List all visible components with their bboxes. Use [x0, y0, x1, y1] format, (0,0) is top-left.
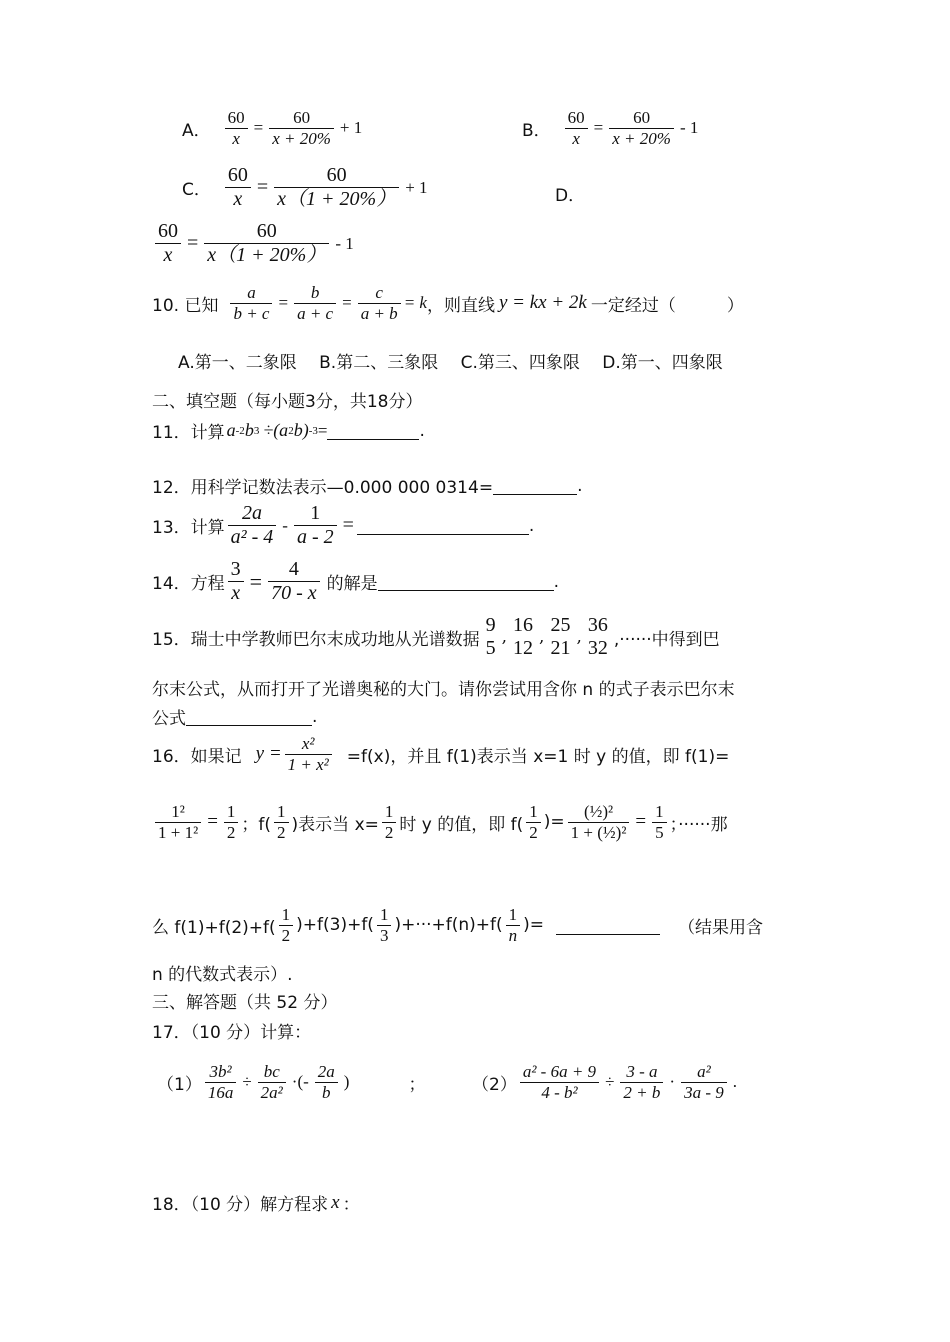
- option-label: C．: [182, 180, 211, 200]
- fraction: 16 12: [513, 614, 534, 659]
- q9-option-b: B． $\frac{60}{x}$ = $\frac{60}{x + 20\%}$ - 1: [522, 108, 699, 148]
- q9-option-c: C． $\frac{60}{x}$ = $\frac{60}{x(1 + 20\%)}$ + 1: [182, 164, 428, 210]
- q14: 14．方程 $\frac{3}{x}$ = $\frac{4}{70 - x}$ 的解是 .: [152, 558, 560, 604]
- fraction: $\frac{60}{x}$: [565, 108, 588, 148]
- fraction: $\frac{60}{x(1 + 20\%)}$: [204, 220, 329, 267]
- q9-option-d-expression: $\frac{60}{x}$ = $\frac{60}{x(1 + 20\%)}$ - 1: [152, 220, 357, 267]
- fraction: $\frac{2a}{b}$: [315, 1062, 338, 1102]
- fraction: $\frac{c}{a + b}$: [358, 283, 401, 323]
- q16-line-4: n 的代数式表示）.: [152, 965, 293, 985]
- q10-options: A.第一、二象限 B.第二、三象限 C.第三、四象限 D.第一、四象限: [178, 353, 723, 373]
- fraction: $\frac{3 - a}{2 + b}$: [620, 1062, 663, 1102]
- option-label: A．: [182, 120, 211, 141]
- answer-blank[interactable]: [493, 476, 577, 495]
- q16-line-3: 么 f(1)+f(2)+f( $\frac{1}{2}$ )+f(3)+f( $\frac{1}{3}$ )+···+f(n)+f( $\frac{1}{n}$ )= （结果用含: [152, 905, 764, 945]
- fraction: $\frac{1}{a - 2}$: [294, 502, 337, 549]
- fraction: $\frac{60}{x}$: [225, 164, 251, 211]
- q13: 13．计算 $\frac{2a}{\text{a² - 4}}$ - $\frac{1}{a - 2}$ = .: [152, 502, 535, 548]
- q17-part-1: （1） $\frac{\text{3b²}}{16a}$ ÷ $\frac{bc}{\text{2a²}}$ ·(- $\frac{2a}{b}$ ) ；: [157, 1062, 426, 1102]
- q15-line-2: 尔末公式，从而打开了光谱奥秘的大门。请你尝试用含你 n 的式子表示巴尔末: [152, 680, 735, 700]
- q12: 12．用科学记数法表示—0.000 000 0314= .: [152, 475, 583, 498]
- fraction: $\frac{a}{b + c}$: [230, 283, 272, 323]
- fraction: $\frac{1}{3}$: [377, 905, 392, 945]
- fraction: $\frac{\text{a² - 6a + 9}}{\text{4 - b²}}$: [520, 1062, 599, 1102]
- section-2-heading: 二、填空题（每小题3分，共18分）: [152, 392, 423, 412]
- fraction: $\frac{1}{2}$: [526, 802, 541, 842]
- fraction: $\frac{1}{2}$: [224, 802, 239, 842]
- fraction: $\frac{\text{3b²}}{16a}$: [205, 1062, 237, 1102]
- fraction: $\frac{b}{a + c}$: [294, 283, 336, 323]
- q9-option-d: [555, 181, 585, 206]
- answer-blank[interactable]: [357, 516, 529, 535]
- fraction: $\frac{60}{x}$: [155, 220, 181, 267]
- fraction: $\frac{\text{a²}}{3a - 9}$: [681, 1062, 727, 1102]
- fraction: $\frac{60}{x(1 + 20\%)}$: [274, 164, 399, 211]
- fraction: $\frac{3}{x}$: [228, 558, 244, 605]
- answer-blank[interactable]: [378, 572, 554, 591]
- fraction: 9 5: [485, 614, 496, 659]
- q16-line-2: $\frac{\text{1²}}{\text{1 + 1²}}$ = $\frac{1}{2}$ ；f( $\frac{1}{2}$ )表示当 x= $\frac{1}{2}$ 时 y 的值，即 f( $\frac{1}{2}$ )= $\frac{\text{(½)²}}{\text{1 + (½)²}}$ = $\frac{1}{5}$ ；······那: [152, 802, 728, 842]
- q15-line-3: 公式 .: [152, 706, 318, 729]
- fraction: $\frac{\text{x²}}{\text{1 + x²}}$: [285, 734, 332, 774]
- q16-line-1: 16．如果记 y = $\frac{\text{x²}}{\text{1 + x²}}$ =f(x)，并且 f(1)表示当 x=1 时 y 的值，即 f(1)=: [152, 734, 730, 774]
- fraction: $\frac{1}{2}$: [274, 802, 289, 842]
- fraction: $\frac{60}{x}$: [225, 108, 248, 148]
- fraction: 25 21: [550, 614, 571, 659]
- fraction: $\frac{60}{x + 20\%}$: [269, 108, 334, 148]
- fraction: $\frac{\text{(½)²}}{\text{1 + (½)²}}$: [568, 802, 630, 842]
- fraction: $\frac{1}{2}$: [279, 905, 294, 945]
- fraction: $\frac{60}{x + 20\%}$: [609, 108, 674, 148]
- fraction: $\frac{bc}{\text{2a²}}$: [258, 1062, 286, 1102]
- answer-blank[interactable]: [327, 421, 419, 440]
- q17-title: 17．（10 分）计算：: [152, 1023, 312, 1043]
- option-label: B．: [522, 120, 551, 141]
- answer-blank[interactable]: [556, 916, 660, 935]
- fraction: $\frac{4}{70 - x}$: [268, 558, 320, 605]
- section-3-heading: 三、解答题（共 52 分）: [152, 993, 338, 1013]
- q17-part-2: （2） $\frac{\text{a² - 6a + 9}}{\text{4 - b²}}$ ÷ $\frac{3 - a}{2 + b}$ · $\frac{\text{a²}}{3a - 9}$ .: [472, 1062, 737, 1102]
- q15-line-1: 15．瑞士中学教师巴尔末成功地从光谱数据 9 5 , 16 12 , 25 21 , 36 32 ,······中得到巴: [152, 614, 720, 659]
- q9-option-a: A． $\frac{60}{x}$ = $\frac{60}{x + 20\%}$ + 1: [182, 108, 363, 148]
- answer-blank[interactable]: [186, 707, 312, 726]
- fraction: $\frac{\text{1²}}{\text{1 + 1²}}$: [155, 802, 201, 842]
- q18: 18．（10 分）解方程求 x ：: [152, 1191, 360, 1215]
- fraction: 36 32: [587, 614, 608, 659]
- q10-stem: 10. 已知 $\frac{a}{b + c}$ = $\frac{b}{a + c}$ = $\frac{c}{a + b}$ = k ，则直线 y = kx + 2k 一定经过（ ）: [152, 283, 744, 323]
- fraction: $\frac{2a}{\text{a² - 4}}$: [228, 502, 277, 549]
- fraction: $\frac{1}{5}$: [652, 802, 667, 842]
- fraction: $\frac{1}{2}$: [382, 802, 397, 842]
- option-label: D．: [555, 186, 586, 206]
- fraction: $\frac{1}{n}$: [506, 905, 521, 945]
- q11: 11．计算 a -2 b 3 ÷(a 2 b) -3 = .: [152, 420, 425, 443]
